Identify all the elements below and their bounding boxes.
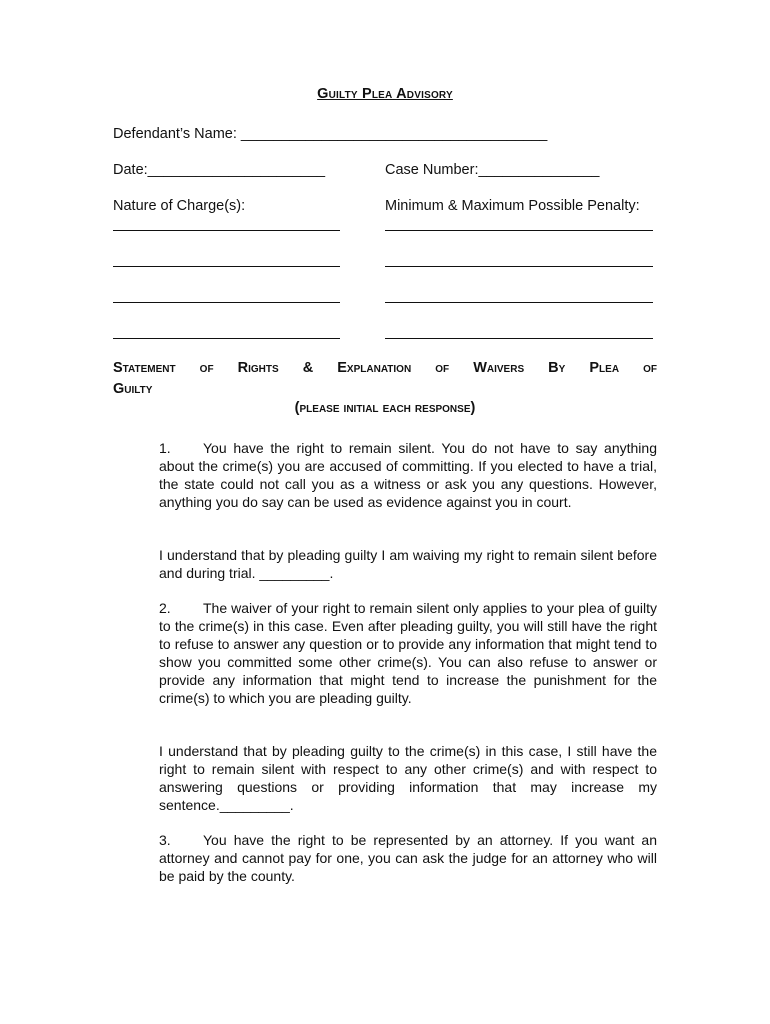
penalty-line-1[interactable] <box>385 230 653 231</box>
penalty-line-4[interactable] <box>385 338 653 339</box>
penalty-line-3[interactable] <box>385 302 653 303</box>
charge-line-3[interactable] <box>113 302 340 303</box>
section-heading: Statement of Rights & Explanation of Waivers By Plea of <box>113 360 657 376</box>
item-number: 3. <box>159 832 171 848</box>
section-subheading: (please initial each response) <box>294 400 476 416</box>
defendant-name-field[interactable]: Defendant’s Name: ______________________________________ <box>113 126 548 142</box>
right-item-2 <box>159 599 657 707</box>
charge-line-2[interactable] <box>113 266 340 267</box>
item-text: You have the right to remain silent. You do not have to say anything about the crime(s) you are accused of committing. If you elected to have a trial, the state could not call you as a witness or ask you any questions. However, anything you do say can be used as evidence against you in court. <box>159 440 657 510</box>
right-item-1 <box>159 439 657 511</box>
right-item-3 <box>159 831 657 885</box>
nature-of-charges-label: Nature of Charge(s): <box>113 198 246 214</box>
item-text: You have the right to be represented by an attorney. If you want an attorney and cannot pay for one, you can ask the judge for an attorney who will be paid by the county. <box>159 832 657 884</box>
acknowledgment-1: I understand that by pleading guilty I am waiving my right to remain silent before and during trial. _________. <box>159 547 657 581</box>
acknowledgment-2: I understand that by pleading guilty to the crime(s) in this case, I still have the right to remain silent with respect to any other crime(s) and with respect to answering questions or providing information that may increase my sentence._________. <box>159 743 657 813</box>
date-field[interactable]: Date:______________________ <box>113 162 326 178</box>
item-text: The waiver of your right to remain silent only applies to your plea of guilty to the crime(s) in this case. Even after pleading guilty, you will still have the right to refuse to answer any question or to provide any information that might tend to show you committed some other crime(s). You can also refuse to answer or provide any information that might tend to increase the punishment for the crime(s) to which you are pleading guilty. <box>159 600 657 706</box>
item-number: 2. <box>159 600 171 616</box>
case-number-field[interactable]: Case Number:_______________ <box>385 162 600 178</box>
charge-line-1[interactable] <box>113 230 340 231</box>
charge-line-4[interactable] <box>113 338 340 339</box>
section-heading-continued: Guilty <box>113 381 153 397</box>
penalty-line-2[interactable] <box>385 266 653 267</box>
document-title: Guilty Plea Advisory <box>317 86 453 102</box>
item-number: 1. <box>159 440 171 456</box>
penalty-label: Minimum & Maximum Possible Penalty: <box>385 198 640 214</box>
